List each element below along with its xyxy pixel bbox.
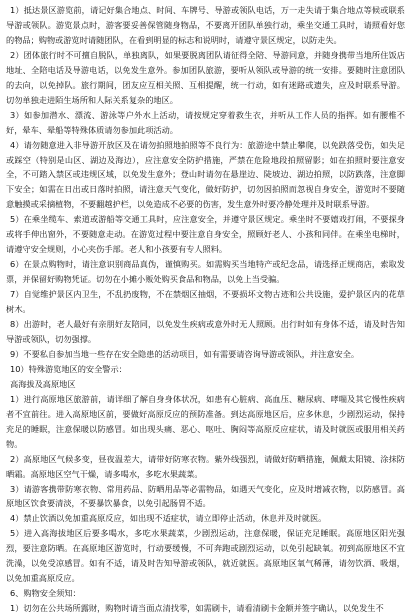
paragraph-2: 2）团体旅行时不可擅自脱队，单独离队，如果要脱离团队请征得全陪、导游同意，并随身携带当地所住饭店地址、全陪电话及导游电话，以免发生意外。参加团队旅游，要听从领队或导游的统一安排。要随时注意团队的去向，以免掉队。旅行期间，团友应互相关照、互相提醒，统一行动，如有迷路或遗失，应及时联系导游。切勿单独走进陌生场所和人际关系复杂的地区。 — [6, 49, 405, 105]
paragraph-shopping-1: 1）切勿在公共场所露财，购物时请当面点清找零，如需刷卡，请看清刷卡金额并签字确认，以免发生不 — [10, 603, 384, 614]
paragraph-altitude-1: 1）进行高原地区旅游前，请详细了解自身身体状况，如患有心脏病、高血压、糖尿病、哮喘及其它慢性疾病者不宜前往。进入高原地区前，要做好高原反应的预防准备。到达高原地区后，应多休息，少剧烈运动，保持充足的睡眠，注意保暖以防感冒。如出现头痛、恶心、呕吐、胸闷等高原反应症状，请及时就医或服用相关药物。 — [6, 393, 405, 449]
paragraph-1: 1）抵达景区游览前，请记好集合地点、时间、车牌号、导游或领队电话，万一走失请于集合地点等候或联系导游或领队。游览景点时，游客要妥善保管随身物品，不要离开团队单独行动，乘坐交通工具时，请照看好您的物品；购物或游览时请随团队，在看到明显的标志和说明时，请遵守景区规定，以防走失。 — [6, 5, 405, 45]
paragraph-altitude-3: 3）请游客携带防寒衣物、常用药品、防晒用品等必需物品，如遇天气变化，应及时增减衣物，以防感冒。高原地区饮食要清淡，不要暴饮暴食，以免引起肠胃不适。 — [6, 483, 405, 509]
paragraph-altitude-4: 4）禁止饮酒以免加重高原反应，如出现不适症状，请立即停止活动，休息并及时就医。 — [10, 513, 327, 524]
paragraph-3: 3）如参加潜水、漂流、游泳等户外水上活动，请按规定穿着救生衣，并听从工作人员的指挥。如有腰椎不好，晕车、晕船等特殊体质请勿参加此项活动。 — [6, 109, 405, 135]
paragraph-9: 9）不要私自参加当地一些存在安全隐患的活动项目，如有需要请咨询导游或领队，并注意安全。 — [10, 348, 360, 359]
paragraph-6: 6）在景点购物时，请注意识别商品真伪，谨慎购买。如需购买当地特产或纪念品，请选择正规商店，索取发票，并保留好购物凭证。切勿在小摊小贩处购买食品和物品，以免上当受骗。 — [6, 259, 405, 285]
section-heading-special-areas: 10）特殊游览地区的安全警示： — [10, 363, 127, 374]
paragraph-4: 4）请勿随意进入非导游开放区及在请勿拍照地拍照等不良行为：旅游途中禁止攀爬，以免跌落受伤，如失足或踩空（特别是山区、湖边及海边），应注意安全防护措施，严禁在危险地段拍照留影；如在拍照时要注意安全，不可踏入禁区或违规区域，以免发生意外；登山时请勿在悬崖边、陡坡边、湖边拍照，以防跌落，注意脚下安全；如需在日出或日落时拍照，请注意天气变化，做好防护，切勿因拍照而忽视自身安全，游览时不要随意触摸或采摘植物，不要翻越护栏，以免造成不必要的伤害，发生意外时要冷静处理并及时联系导游。 — [6, 139, 405, 210]
paragraph-5: 5）在乘坐缆车、索道或游船等交通工具时，应注意安全，并遵守景区规定。乘坐时不要嬉戏打闹，不要探身或将手伸出窗外，不要随意走动。在游览过程中要注意自身安全，照顾好老人、小孩和同伴。在乘坐电梯时，请遵守安全规则，小心夹伤手部。老人和小孩要有专人照料。 — [6, 214, 405, 255]
section-heading-shopping: 6、购物安全须知： — [10, 588, 81, 599]
paragraph-7: 7）自觉维护景区内卫生，不乱扔废物，不在禁烟区抽烟，不要损坏文物古迹和公共设施，爱护景区内的花草树木。 — [6, 289, 405, 315]
subsection-heading-high-altitude: 高海拔及高原地区 — [10, 378, 76, 389]
paragraph-8: 8）出游时，老人最好有亲朋好友陪同，以免发生疾病或意外时无人照顾。出行时如有身体不适，请及时告知导游或领队，切勿强撑。 — [6, 319, 405, 344]
paragraph-altitude-5: 5）进入高海拔地区后要多喝水，多吃水果蔬菜，少剧烈运动，注意保暖，保证充足睡眠。高原地区阳光强烈，要注意防晒。在高原地区游览时，行动要缓慢，不可奔跑或剧烈运动，以免引起缺氧。初到高原地区不宜洗澡，以免受凉感冒。如有不适，请及时告知导游或领队，就近就医。高原地区氧气稀薄，请勿饮酒、吸烟，以免加重高原反应。 — [6, 528, 405, 584]
paragraph-altitude-2: 2）高原地区气候多变，昼夜温差大，请带好防寒衣物。紫外线强烈，请做好防晒措施，佩戴太阳镜、涂抹防晒霜。高原地区空气干燥，请多喝水，多吃水果蔬菜。 — [6, 453, 405, 479]
